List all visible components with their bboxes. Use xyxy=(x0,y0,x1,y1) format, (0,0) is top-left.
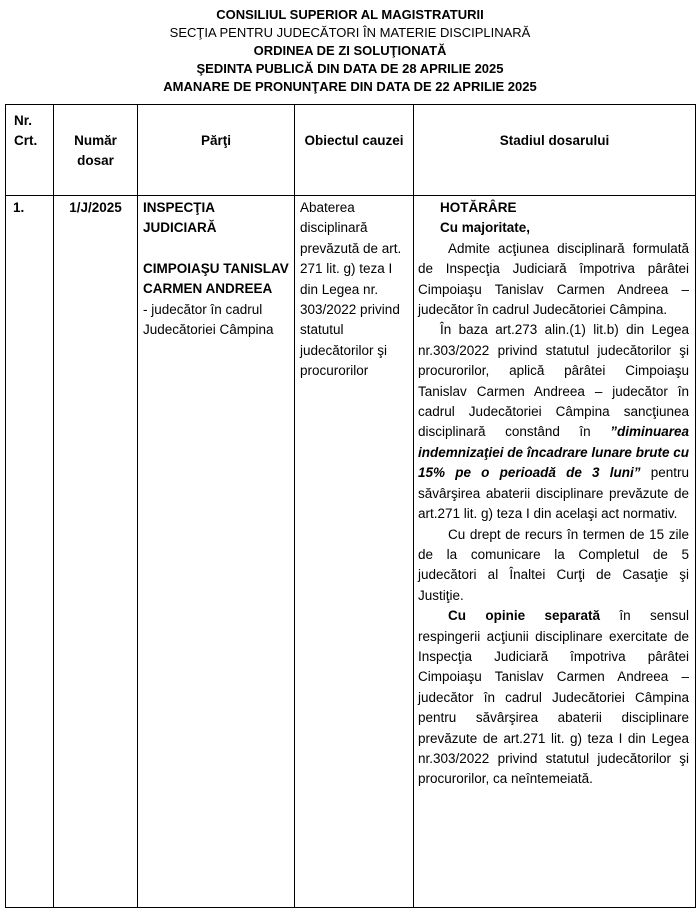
col-header-stadiu: Stadiul dosarului xyxy=(414,105,696,196)
header-postponement-date: AMANARE DE PRONUNŢARE DIN DATA DE 22 APRILIE 2025 xyxy=(163,79,537,94)
decision-title: HOTĂRÂRE xyxy=(440,200,517,215)
table-header-row xyxy=(6,105,696,196)
agenda-table xyxy=(5,104,696,908)
separate-opinion-label: Cu opinie separată xyxy=(448,608,600,624)
parties-cell xyxy=(138,196,295,908)
party-defendant: CIMPOIAŞU TANISLAV CARMEN ANDREEA xyxy=(143,260,289,297)
table-row xyxy=(6,196,696,908)
col-header-obiect: Obiectul cauzei xyxy=(295,105,414,196)
row-number: 1. xyxy=(6,196,54,908)
decision-paragraph-1: Admite acţiunea disciplinară formulată de Inspecţia Judiciară împotriva pârâtei Cimpoiaşu Tanislav Carmen Andreea – judecător în cadrul Judecătoriei Câmpina. xyxy=(418,240,689,318)
case-status-cell xyxy=(414,196,696,908)
majority-label: Cu majoritate, xyxy=(440,220,531,236)
separate-opinion-paragraph: Cu opinie separată în sensul respingerii acţiunii disciplinare exercitate de Inspecţia Judiciară împotriva pârâtei Cimpoiaşu Tanislav Carmen Andreea – judecător în cadrul Judecătoriei Câmpina pentru săvârşirea abaterii disciplinare prevăzute de art.271 lit. g) teza I din Legea nr.303/2022 privind statutul judecătorilor şi procurorilor, ca neîntemeiată. xyxy=(418,608,689,787)
col-header-parti: Părţi xyxy=(138,105,295,196)
header-section: SECŢIA PENTRU JUDECĂTORI ÎN MATERIE DISCIPLINARĂ xyxy=(169,25,531,40)
party-plaintiff: INSPECŢIA JUDICIARĂ xyxy=(143,200,217,236)
sanction-text: ”diminuarea indemnizaţiei de încadrare lunare brute cu 15% pe o perioadă de 3 luni” xyxy=(418,424,689,481)
header-agenda-title: ORDINEA DE ZI SOLUŢIONATĂ xyxy=(253,43,447,58)
party-defendant-role: - judecător în cadrul Judecătoriei Câmpina xyxy=(143,301,274,338)
col-header-nr: Nr. Crt. xyxy=(6,105,54,196)
decision-paragraph-2: În baza art.273 alin.(1) lit.b) din Legea nr.303/2022 privind statutul judecătorilor şi procurorilor, aplică pârâtei Cimpoiaşu Tanislav Carmen Andreea – judecător în cadrul Judecătoriei Câmpina sancţiunea disciplinară constând în ”diminuarea indemnizaţiei de încadrare lunare brute cu 15% pe o perioadă de 3 luni” pentru săvârşirea abaterii disciplinare prevăzute de art.271 lit. g) teza I din acelaşi act normativ. xyxy=(418,322,689,522)
case-number: 1/J/2025 xyxy=(54,196,138,908)
case-object: Abaterea disciplinară prevăzută de art. 271 lit. g) teza I din Legea nr. 303/2022 privind statutul judecătorilor şi procurorilor xyxy=(295,196,414,908)
header-institution: CONSILIUL SUPERIOR AL MAGISTRATURII xyxy=(216,7,484,22)
header-session-date: ŞEDINTA PUBLICĂ DIN DATA DE 28 APRILIE 2025 xyxy=(196,61,504,76)
appeal-paragraph: Cu drept de recurs în termen de 15 zile de la comunicare la Completul de 5 judecători al Înaltei Curţi de Casaţie şi Justiţie. xyxy=(418,526,689,603)
col-header-dosar: Număr dosar xyxy=(54,105,138,196)
document-header xyxy=(0,6,700,96)
